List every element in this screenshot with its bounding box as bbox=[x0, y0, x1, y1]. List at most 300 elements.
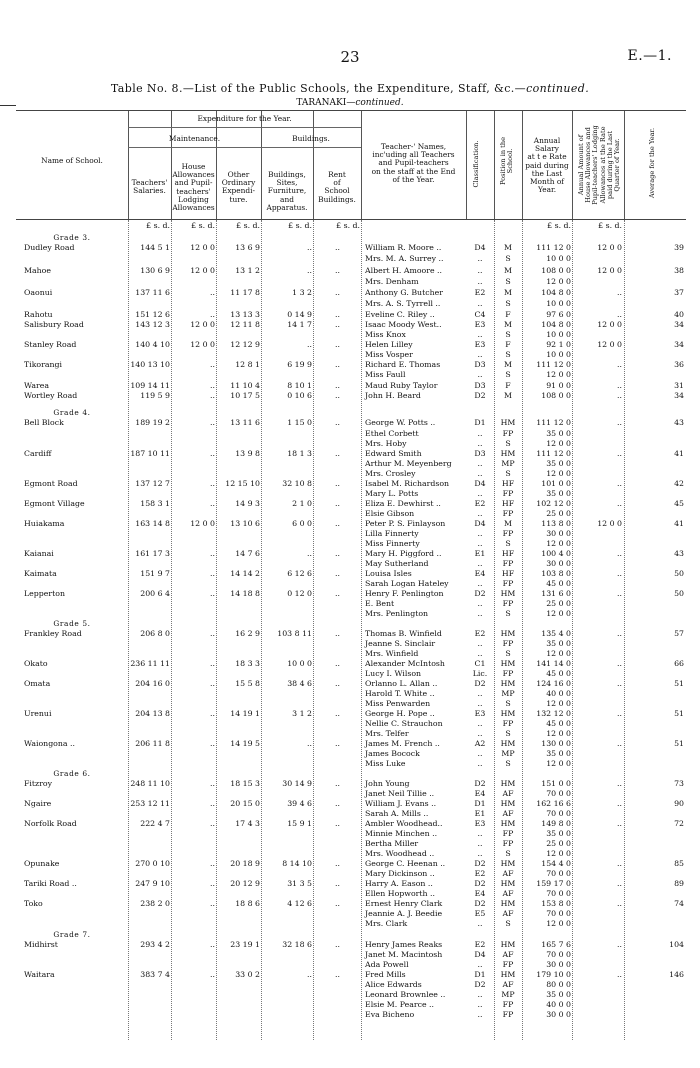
allowances-cell: .. bbox=[617, 569, 622, 578]
average-attendance-cell: 90 bbox=[674, 799, 684, 808]
position-cell: MP bbox=[501, 990, 515, 999]
teacher-name: Orlanno L. Allan .. bbox=[365, 679, 438, 688]
rent-cell: .. bbox=[335, 940, 340, 949]
teacher-name: Eveline C. Riley .. bbox=[365, 310, 435, 319]
header-classification: Classification. bbox=[472, 140, 480, 188]
position-cell: MP bbox=[501, 749, 515, 758]
position-cell: M bbox=[504, 391, 512, 400]
school-name: Kaianai bbox=[24, 549, 54, 558]
annual-salary-cell: 100 4 0 bbox=[541, 549, 571, 558]
teachers-salaries-cell: 206 8 0 bbox=[140, 629, 170, 638]
school-name: Omata bbox=[24, 679, 51, 688]
house-allowances-cell: .. bbox=[210, 779, 215, 788]
teacher-name: Albert H. Amoore .. bbox=[365, 266, 443, 275]
classification-cell: E3 bbox=[474, 819, 486, 828]
staff-row bbox=[16, 253, 686, 264]
header-buildings: Buildings, Sites, Furniture, and Apparatus. bbox=[266, 170, 308, 212]
allowances-cell: 12 0 0 bbox=[597, 320, 622, 329]
allowances-cell: .. bbox=[617, 589, 622, 598]
classification-cell: .. bbox=[477, 439, 483, 448]
classification-cell: D4 bbox=[474, 950, 486, 959]
annual-salary-cell: 179 10 0 bbox=[536, 970, 571, 979]
teachers-salaries-cell: 204 13 8 bbox=[135, 709, 170, 718]
allowances-cell: .. bbox=[617, 739, 622, 748]
position-cell: FP bbox=[502, 559, 514, 568]
average-attendance-cell: 40 bbox=[674, 310, 684, 319]
classification-cell: .. bbox=[477, 689, 483, 698]
school-name: Midhirst bbox=[24, 940, 58, 949]
column-headers bbox=[16, 110, 686, 220]
classification-cell: .. bbox=[477, 829, 483, 838]
teacher-name: Miss Vosper bbox=[365, 350, 413, 359]
teacher-name: George W. Potts .. bbox=[365, 418, 436, 427]
school-row bbox=[16, 390, 686, 401]
buildings-cell: 4 12 6 bbox=[287, 899, 312, 908]
house-allowances-cell: .. bbox=[210, 709, 215, 718]
other-expenditure-cell: 14 9 3 bbox=[235, 499, 260, 508]
other-expenditure-cell: 14 18 8 bbox=[230, 589, 260, 598]
teachers-salaries-cell: 151 12 6 bbox=[135, 310, 170, 319]
other-expenditure-cell: 18 15 3 bbox=[230, 779, 260, 788]
classification-cell: Lic. bbox=[472, 669, 488, 678]
average-attendance-cell: 42 bbox=[674, 479, 684, 488]
other-expenditure-cell: 13 10 6 bbox=[230, 519, 260, 528]
annual-salary-cell: 40 0 0 bbox=[546, 1000, 571, 1009]
header-position: Position in the School. bbox=[499, 137, 515, 185]
position-cell: HM bbox=[500, 879, 516, 888]
other-expenditure-cell: 11 17 8 bbox=[230, 288, 260, 297]
annual-salary-cell: 141 14 0 bbox=[536, 659, 571, 668]
allowances-cell: .. bbox=[617, 288, 622, 297]
other-expenditure-cell: 12 11 8 bbox=[230, 320, 260, 329]
teacher-name: Peter P. S. Finlayson bbox=[365, 519, 446, 528]
position-cell: FP bbox=[502, 1000, 514, 1009]
average-attendance-cell: 51 bbox=[674, 679, 684, 688]
other-expenditure-cell: 13 1 2 bbox=[235, 266, 260, 275]
average-attendance-cell: 72 bbox=[674, 819, 684, 828]
position-cell: S bbox=[505, 469, 511, 478]
classification-cell: D2 bbox=[474, 859, 486, 868]
teachers-salaries-cell: 293 4 2 bbox=[140, 940, 170, 949]
staff-row bbox=[16, 298, 686, 309]
header-maintenance: Maintenance. bbox=[168, 134, 221, 143]
grade-heading: Grade 5. bbox=[53, 619, 91, 628]
school-name: Ngaire bbox=[24, 799, 52, 808]
buildings-cell: 2 1 0 bbox=[292, 499, 312, 508]
other-expenditure-cell: 18 3 3 bbox=[235, 659, 260, 668]
average-attendance-cell: 57 bbox=[674, 629, 684, 638]
school-name: Opunake bbox=[24, 859, 60, 868]
header-expenditure: Expenditure for the Year. bbox=[197, 114, 292, 123]
position-cell: FP bbox=[502, 639, 514, 648]
buildings-cell: 10 0 0 bbox=[287, 659, 312, 668]
allowances-cell: .. bbox=[617, 709, 622, 718]
teachers-salaries-cell: 204 16 0 bbox=[135, 679, 170, 688]
classification-cell: C1 bbox=[474, 659, 486, 668]
other-expenditure-cell: 12 12 9 bbox=[230, 340, 260, 349]
document-reference: E.—1. bbox=[627, 48, 672, 64]
page-header bbox=[0, 48, 700, 68]
rent-cell: .. bbox=[335, 320, 340, 329]
position-cell: AF bbox=[502, 789, 514, 798]
buildings-cell: 15 9 1 bbox=[287, 819, 312, 828]
annual-salary-cell: 159 17 0 bbox=[536, 879, 571, 888]
classification-cell: .. bbox=[477, 559, 483, 568]
teacher-name: Mrs. Woodhead .. bbox=[365, 849, 435, 858]
classification-cell: E3 bbox=[474, 709, 486, 718]
annual-salary-cell: 25 0 0 bbox=[546, 509, 571, 518]
annual-salary-cell: 70 0 0 bbox=[546, 869, 571, 878]
position-cell: HM bbox=[500, 899, 516, 908]
house-allowances-cell: 12 0 0 bbox=[190, 519, 215, 528]
school-name: Wortley Road bbox=[24, 391, 78, 400]
rent-cell: .. bbox=[335, 243, 340, 252]
position-cell: S bbox=[505, 729, 511, 738]
teacher-name: Sarah Logan Hateley bbox=[365, 579, 449, 588]
house-allowances-cell: 12 0 0 bbox=[190, 243, 215, 252]
school-name: Mahoe bbox=[24, 266, 51, 275]
classification-cell: D2 bbox=[474, 391, 486, 400]
annual-salary-cell: 12 0 0 bbox=[546, 370, 571, 379]
school-name: Tariki Road .. bbox=[24, 879, 77, 888]
house-allowances-cell: .. bbox=[210, 569, 215, 578]
buildings-cell: 1 15 0 bbox=[287, 418, 312, 427]
teacher-name: Mary H. Piggford .. bbox=[365, 549, 442, 558]
currency-units: £ s. d. bbox=[146, 221, 170, 230]
average-attendance-cell: 73 bbox=[674, 779, 684, 788]
teacher-name: Fred Mills bbox=[365, 970, 406, 979]
position-cell: HM bbox=[500, 449, 516, 458]
classification-cell: D3 bbox=[474, 381, 486, 390]
teacher-name: Louisa Isles bbox=[365, 569, 412, 578]
annual-salary-cell: 12 0 0 bbox=[546, 699, 571, 708]
grade-heading: Grade 4. bbox=[53, 408, 91, 417]
annual-salary-cell: 12 0 0 bbox=[546, 609, 571, 618]
header-buildings-group: Buildings. bbox=[292, 134, 330, 143]
position-cell: S bbox=[505, 439, 511, 448]
average-attendance-cell: 34 bbox=[674, 340, 684, 349]
classification-cell: .. bbox=[477, 719, 483, 728]
classification-cell: .. bbox=[477, 469, 483, 478]
teacher-name: Mrs. Telfer bbox=[365, 729, 409, 738]
house-allowances-cell: .. bbox=[210, 499, 215, 508]
teachers-salaries-cell: 161 17 3 bbox=[135, 549, 170, 558]
annual-salary-cell: 12 0 0 bbox=[546, 759, 571, 768]
school-name: Dudley Road bbox=[24, 243, 75, 252]
average-attendance-cell: 41 bbox=[674, 519, 684, 528]
buildings-cell: 0 14 9 bbox=[287, 310, 312, 319]
position-cell: M bbox=[504, 519, 512, 528]
position-cell: HM bbox=[500, 739, 516, 748]
school-name: Oaonui bbox=[24, 288, 53, 297]
other-expenditure-cell: 10 17 5 bbox=[230, 391, 260, 400]
classification-cell: E2 bbox=[474, 499, 486, 508]
classification-cell: D2 bbox=[474, 779, 486, 788]
classification-cell: .. bbox=[477, 370, 483, 379]
teachers-salaries-cell: 270 0 10 bbox=[135, 859, 170, 868]
house-allowances-cell: .. bbox=[210, 549, 215, 558]
classification-cell: E4 bbox=[474, 889, 486, 898]
annual-salary-cell: 154 4 0 bbox=[541, 859, 571, 868]
average-attendance-cell: 146 bbox=[669, 970, 684, 979]
rent-cell: .. bbox=[335, 499, 340, 508]
teacher-name: Miss Finnerty bbox=[365, 539, 420, 548]
rent-cell: .. bbox=[335, 879, 340, 888]
annual-salary-cell: 45 0 0 bbox=[546, 579, 571, 588]
house-allowances-cell: .. bbox=[210, 418, 215, 427]
house-allowances-cell: .. bbox=[210, 288, 215, 297]
annual-salary-cell: 111 12 0 bbox=[536, 449, 571, 458]
annual-salary-cell: 132 12 0 bbox=[536, 709, 571, 718]
position-cell: MP bbox=[501, 459, 515, 468]
allowances-cell: .. bbox=[617, 819, 622, 828]
rent-cell: .. bbox=[335, 310, 340, 319]
other-expenditure-cell: 13 6 9 bbox=[235, 243, 260, 252]
teacher-name: Sarah A. Mills .. bbox=[365, 809, 429, 818]
classification-cell: E2 bbox=[474, 288, 486, 297]
average-attendance-cell: 43 bbox=[674, 418, 684, 427]
allowances-cell: .. bbox=[617, 479, 622, 488]
classification-cell: .. bbox=[477, 459, 483, 468]
annual-salary-cell: 151 0 0 bbox=[541, 779, 571, 788]
position-cell: AF bbox=[502, 980, 514, 989]
position-cell: M bbox=[504, 360, 512, 369]
rent-cell: .. bbox=[335, 659, 340, 668]
average-attendance-cell: 89 bbox=[674, 879, 684, 888]
annual-salary-cell: 165 7 6 bbox=[541, 940, 571, 949]
position-cell: S bbox=[505, 699, 511, 708]
position-cell: S bbox=[505, 919, 511, 928]
position-cell: HM bbox=[500, 940, 516, 949]
average-attendance-cell: 34 bbox=[674, 391, 684, 400]
annual-salary-cell: 70 0 0 bbox=[546, 789, 571, 798]
annual-salary-cell: 80 0 0 bbox=[546, 980, 571, 989]
classification-cell: E5 bbox=[474, 909, 486, 918]
other-expenditure-cell: 14 7 6 bbox=[235, 549, 260, 558]
buildings-cell: 103 8 11 bbox=[277, 629, 312, 638]
other-expenditure-cell: 20 12 9 bbox=[230, 879, 260, 888]
position-cell: HF bbox=[501, 549, 515, 558]
annual-salary-cell: 135 4 0 bbox=[541, 629, 571, 638]
teachers-salaries-cell: 140 4 10 bbox=[135, 340, 170, 349]
classification-cell: E3 bbox=[474, 340, 486, 349]
classification-cell: .. bbox=[477, 350, 483, 359]
classification-cell: .. bbox=[477, 529, 483, 538]
average-attendance-cell: 34 bbox=[674, 320, 684, 329]
annual-salary-cell: 149 8 0 bbox=[541, 819, 571, 828]
annual-salary-cell: 153 8 0 bbox=[541, 899, 571, 908]
buildings-cell: 0 12 0 bbox=[287, 589, 312, 598]
classification-cell: D4 bbox=[474, 243, 486, 252]
header-rent: Rent of School Buildings. bbox=[318, 170, 356, 204]
teachers-salaries-cell: 151 9 7 bbox=[140, 569, 170, 578]
school-name: Urenui bbox=[24, 709, 52, 718]
teacher-name: Thomas B. Winfield bbox=[365, 629, 442, 638]
other-expenditure-cell: 15 5 8 bbox=[235, 679, 260, 688]
teacher-name: Ada Powell bbox=[365, 960, 409, 969]
school-name: Tikorangi bbox=[24, 360, 62, 369]
teacher-name: William J. Evans .. bbox=[365, 799, 437, 808]
classification-cell: E2 bbox=[474, 869, 486, 878]
annual-salary-cell: 97 6 0 bbox=[546, 310, 571, 319]
teacher-name: Ambler Woodhead.. bbox=[365, 819, 443, 828]
teacher-name: Henry James Reaks bbox=[365, 940, 443, 949]
buildings-cell: 18 1 3 bbox=[287, 449, 312, 458]
teacher-name: Jeannie A. J. Beedie bbox=[365, 909, 443, 918]
staff-row bbox=[16, 918, 686, 929]
teachers-salaries-cell: 200 6 4 bbox=[140, 589, 170, 598]
rent-cell: .. bbox=[335, 418, 340, 427]
allowances-cell: .. bbox=[617, 360, 622, 369]
table-subtitle bbox=[0, 98, 700, 108]
classification-cell: A2 bbox=[474, 739, 486, 748]
currency-units: £ s. d. bbox=[288, 221, 312, 230]
other-expenditure-cell: 13 13 3 bbox=[230, 310, 260, 319]
teacher-name: Jeanne S. Sinclair bbox=[365, 639, 436, 648]
annual-salary-cell: 70 0 0 bbox=[546, 950, 571, 959]
teachers-salaries-cell: 247 9 10 bbox=[135, 879, 170, 888]
allowances-cell: .. bbox=[617, 418, 622, 427]
annual-salary-cell: 108 0 0 bbox=[541, 391, 571, 400]
house-allowances-cell: .. bbox=[210, 381, 215, 390]
annual-salary-cell: 131 6 0 bbox=[541, 589, 571, 598]
annual-salary-cell: 124 16 0 bbox=[536, 679, 571, 688]
allowances-cell: .. bbox=[617, 940, 622, 949]
teacher-name: Helen Lilley bbox=[365, 340, 413, 349]
annual-salary-cell: 35 0 0 bbox=[546, 489, 571, 498]
annual-salary-cell: 45 0 0 bbox=[546, 669, 571, 678]
classification-cell: D4 bbox=[474, 479, 486, 488]
other-expenditure-cell: 12 8 1 bbox=[235, 360, 260, 369]
house-allowances-cell: .. bbox=[210, 589, 215, 598]
teacher-name: George C. Heenan .. bbox=[365, 859, 446, 868]
house-allowances-cell: .. bbox=[210, 479, 215, 488]
annual-salary-cell: 12 0 0 bbox=[546, 919, 571, 928]
header-school-name: Name of School. bbox=[41, 156, 103, 165]
position-cell: AF bbox=[502, 909, 514, 918]
classification-cell: .. bbox=[477, 639, 483, 648]
other-expenditure-cell: 14 19 1 bbox=[230, 709, 260, 718]
annual-salary-cell: 104 8 0 bbox=[541, 288, 571, 297]
position-cell: FP bbox=[502, 509, 514, 518]
house-allowances-cell: .. bbox=[210, 739, 215, 748]
house-allowances-cell: .. bbox=[210, 879, 215, 888]
annual-salary-cell: 30 0 0 bbox=[546, 960, 571, 969]
classification-cell: D2 bbox=[474, 589, 486, 598]
position-cell: HM bbox=[500, 418, 516, 427]
header-other-expenditure: Other Ordinary Expendi- ture. bbox=[221, 170, 256, 204]
position-cell: M bbox=[504, 243, 512, 252]
header-teachers-names: Teacher-' Names, inc'uding all Teachers and Pupil-teachers on the staff at the End of the Year. bbox=[371, 142, 456, 184]
annual-salary-cell: 130 0 0 bbox=[541, 739, 571, 748]
annual-salary-cell: 25 0 0 bbox=[546, 599, 571, 608]
school-name: Cardiff bbox=[24, 449, 52, 458]
average-attendance-cell: 51 bbox=[674, 709, 684, 718]
teacher-name: Edward Smith bbox=[365, 449, 422, 458]
buildings-cell: 8 10 1 bbox=[287, 381, 312, 390]
teacher-name: Mrs. Winfield bbox=[365, 649, 419, 658]
position-cell: HM bbox=[500, 819, 516, 828]
annual-salary-cell: 12 0 0 bbox=[546, 539, 571, 548]
rent-cell: .. bbox=[335, 629, 340, 638]
other-expenditure-cell: 18 8 6 bbox=[235, 899, 260, 908]
school-name: Rahotu bbox=[24, 310, 53, 319]
position-cell: HM bbox=[500, 779, 516, 788]
house-allowances-cell: .. bbox=[210, 899, 215, 908]
average-attendance-cell: 43 bbox=[674, 549, 684, 558]
classification-cell: D1 bbox=[474, 970, 486, 979]
teacher-name: Lilla Finnerty bbox=[365, 529, 419, 538]
position-cell: S bbox=[505, 350, 511, 359]
staff-row bbox=[16, 369, 686, 380]
other-expenditure-cell: 20 15 0 bbox=[230, 799, 260, 808]
classification-cell: .. bbox=[477, 299, 483, 308]
teacher-name: Richard E. Thomas bbox=[365, 360, 441, 369]
annual-salary-cell: 12 0 0 bbox=[546, 439, 571, 448]
teacher-name: Harry A. Eason .. bbox=[365, 879, 433, 888]
buildings-cell: .. bbox=[307, 970, 312, 979]
school-name: Toko bbox=[24, 899, 43, 908]
teacher-name: James Bocock bbox=[365, 749, 420, 758]
currency-units: £ s. d. bbox=[598, 221, 622, 230]
annual-salary-cell: 25 0 0 bbox=[546, 839, 571, 848]
teachers-salaries-cell: 248 11 10 bbox=[130, 779, 170, 788]
buildings-cell: .. bbox=[307, 340, 312, 349]
average-attendance-cell: 45 bbox=[674, 499, 684, 508]
buildings-cell: 6 0 0 bbox=[292, 519, 312, 528]
school-name: Egmont Village bbox=[24, 499, 85, 508]
classification-cell: E2 bbox=[474, 940, 486, 949]
buildings-cell: 30 14 9 bbox=[282, 779, 312, 788]
title-main: Table No. 8.—List of the Public Schools, the Expenditure, Staff, &c.— bbox=[110, 82, 527, 95]
average-attendance-cell: 85 bbox=[674, 859, 684, 868]
position-cell: FP bbox=[502, 599, 514, 608]
house-allowances-cell: .. bbox=[210, 940, 215, 949]
position-cell: FP bbox=[502, 839, 514, 848]
annual-salary-cell: 12 0 0 bbox=[546, 277, 571, 286]
house-allowances-cell: .. bbox=[210, 799, 215, 808]
classification-cell: D1 bbox=[474, 418, 486, 427]
classification-cell: E3 bbox=[474, 320, 486, 329]
header-average: Average for the Year. bbox=[648, 127, 656, 199]
position-cell: F bbox=[505, 340, 511, 349]
school-name: Stanley Road bbox=[24, 340, 77, 349]
teachers-salaries-cell: 187 10 11 bbox=[130, 449, 170, 458]
annual-salary-cell: 35 0 0 bbox=[546, 639, 571, 648]
teachers-salaries-cell: 137 12 7 bbox=[135, 479, 170, 488]
house-allowances-cell: .. bbox=[210, 449, 215, 458]
buildings-cell: 32 10 8 bbox=[282, 479, 312, 488]
allowances-cell: .. bbox=[617, 381, 622, 390]
rent-cell: .. bbox=[335, 288, 340, 297]
teacher-name: Mary L. Potts bbox=[365, 489, 419, 498]
allowances-cell: 12 0 0 bbox=[597, 243, 622, 252]
rent-cell: .. bbox=[335, 799, 340, 808]
other-expenditure-cell: 13 9 8 bbox=[235, 449, 260, 458]
teachers-salaries-cell: 222 4 7 bbox=[140, 819, 170, 828]
position-cell: S bbox=[505, 330, 511, 339]
annual-salary-cell: 40 0 0 bbox=[546, 689, 571, 698]
position-cell: M bbox=[504, 266, 512, 275]
annual-salary-cell: 12 0 0 bbox=[546, 729, 571, 738]
teacher-name: Janet Neil Tillie .. bbox=[365, 789, 435, 798]
position-cell: F bbox=[505, 381, 511, 390]
classification-cell: .. bbox=[477, 729, 483, 738]
other-expenditure-cell: 14 14 2 bbox=[230, 569, 260, 578]
position-cell: FP bbox=[502, 669, 514, 678]
other-expenditure-cell: 33 0 2 bbox=[235, 970, 260, 979]
position-cell: S bbox=[505, 849, 511, 858]
